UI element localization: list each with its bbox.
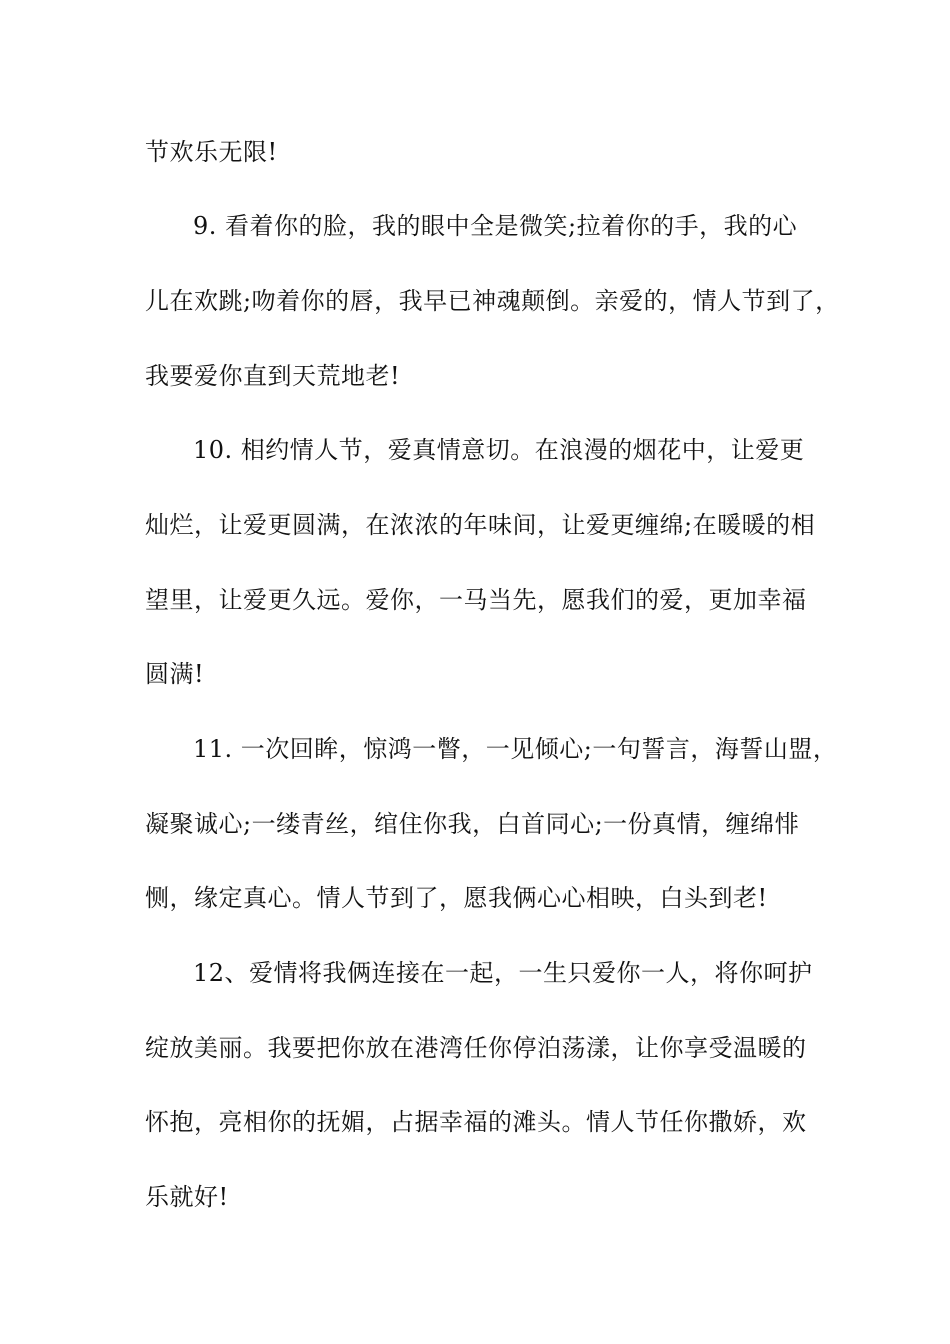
text-line: 节欢乐无限! <box>145 138 278 166</box>
text-line: 灿烂，让爱更圆满，在浓浓的年味间，让爱更缠绵;在暖暖的相 <box>145 511 816 539</box>
text-line: 乐就好! <box>145 1183 229 1211</box>
text-line: 圆满! <box>145 660 205 688</box>
text-line: 怀抱，亮相你的抚媚，占据幸福的滩头。情人节任你撒娇，欢 <box>145 1108 807 1136</box>
text-line: 9. 看着你的脸，我的眼中全是微笑;拉着你的手，我的心 <box>193 212 798 240</box>
text-line: 10. 相约情人节，爱真情意切。在浪漫的烟花中，让爱更 <box>193 436 805 464</box>
text-line: 我要爱你直到天荒地老! <box>145 362 401 390</box>
text-line: 恻，缘定真心。情人节到了，愿我俩心心相映，白头到老! <box>145 884 768 912</box>
text-line: 11. 一次回眸，惊鸿一瞥，一见倾心;一句誓言，海誓山盟， <box>193 735 838 763</box>
text-line: 凝聚诚心;一缕青丝，绾住你我，白首同心;一份真情，缠绵悱 <box>145 810 800 838</box>
text-line: 望里，让爱更久远。爱你，一马当先，愿我们的爱，更加幸福 <box>145 586 807 614</box>
text-line: 儿在欢跳;吻着你的唇，我早已神魂颠倒。亲爱的，情人节到了， <box>145 287 840 315</box>
text-line: 12、爱情将我俩连接在一起，一生只爱你一人，将你呵护 <box>193 959 813 987</box>
text-line: 绽放美丽。我要把你放在港湾任你停泊荡漾，让你享受温暖的 <box>145 1034 807 1062</box>
